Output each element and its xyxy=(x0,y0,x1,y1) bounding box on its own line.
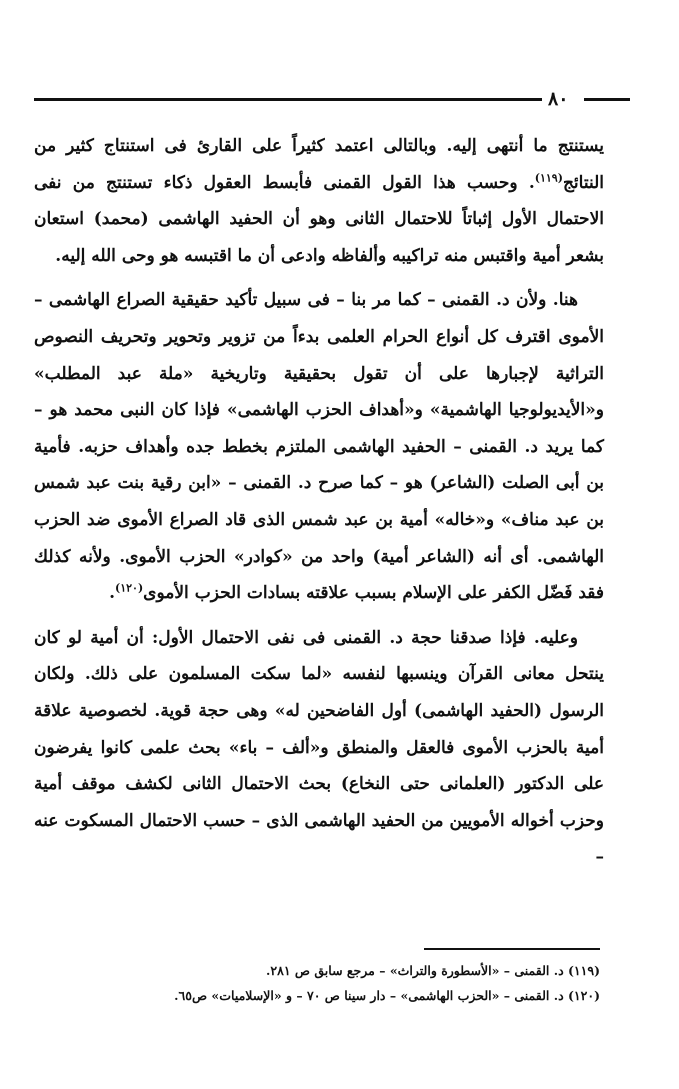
paragraph-2-text-before: هنا. ولأن د. القمنى – كما مر بنا – فى سبيل تأكيد حقيقية الصراع الهاشمى – الأموى اقترف كل أنواع الحرام العلمى بدءاً من تزوير وتحوير وتحريف النصوص التراثية لإجبارها على أن تقول بحقيقية وتاريخية «ملة عبد المطلب» و«الأيديولوجيا الهاشمية» و«أهداف الحزب الهاشمى» فإذا كان النبى محمد هو – كما يريد د. القمنى – الحفيد الهاشمى الملتزم بخطط جده وأهداف حزبه. فأمية بن أبى الصلت (الشاعر) هو – كما صرح د. القمنى – «ابن رقية بنت عبد شمس بن عبد مناف» و«خاله» أمية بن عبد شمس الذى قاد الصراع الأموى ضد الحزب الهاشمى. أى أنه (الشاعر أمية) واحد من «كوادر» الحزب الأموى. ولأنه كذلك فقد فَضّل الكفر على الإسلام بسبب علاقته بسادات الحزب الأموى xyxy=(34,290,604,604)
paragraph-1-text-before: يستنتج ما أنتهى إليه. وبالتالى اعتمد كثيراً على القارئ فى استنتاج كثير من النتائج xyxy=(34,136,604,193)
footnotes xyxy=(34,958,600,1008)
paragraph-1 xyxy=(34,128,604,274)
body-text xyxy=(34,128,604,884)
paragraph-2-text-after: . xyxy=(109,583,115,604)
header-rule-long xyxy=(34,98,542,101)
paragraph-3-text: وعليه. فإذا صدقنا حجة د. القمنى فى نفى الاحتمال الأول: أن أمية لو كان ينتحل معانى القرآن وينسبها لنفسه «لما سكت المسلمون على ذلك. ولكان الرسول (الحفيد الهاشمى) أول الفاضحين له» وهى حجة قوية. لخصوصية علاقة أمية بالحزب الأموى فالعقل والمنطق و«ألف – باء» بحث علمى كانوا يفرضون على الدكتور (العلمانى حتى النخاع) بحث الاحتمال الثانى لكشف موقف أمية وحزب أخواله الأمويين من الحفيد الهاشمى الذى – حسب الاحتمال المسكوت عنه – xyxy=(34,627,604,868)
footnote-119: (١١٩) د. القمنى – «الأسطورة والتراث» – مرجع سابق ص ٢٨١. xyxy=(266,963,600,978)
footnote-separator xyxy=(424,948,600,950)
footnote-ref-120: (١٢٠) xyxy=(115,581,144,595)
paragraph-3 xyxy=(34,620,604,876)
footnote-120: (١٢٠) د. القمنى – «الحزب الهاشمى» – دار سينا ص ٧٠ – و «الإسلاميات» ص٦٥. xyxy=(174,988,600,1003)
page-number: ٨٠ xyxy=(548,88,569,110)
footnote-ref-119: (١١٩) xyxy=(534,170,563,184)
header-rule-short xyxy=(584,98,630,101)
paragraph-1-text-after: . وحسب هذا القول القمنى فأبسط العقول ذكاء تستنتج من نفى الاحتمال الأول إثباتاً للاحتمال الثانى وهو أن الحفيد الهاشمى (محمد) استعان بشعر أمية واقتبس منه تراكيبه وألفاظه وادعى أن ما اقتبسه هو وحى الله إليه. xyxy=(34,172,604,266)
paragraph-2 xyxy=(34,282,604,611)
page-header xyxy=(34,88,600,112)
